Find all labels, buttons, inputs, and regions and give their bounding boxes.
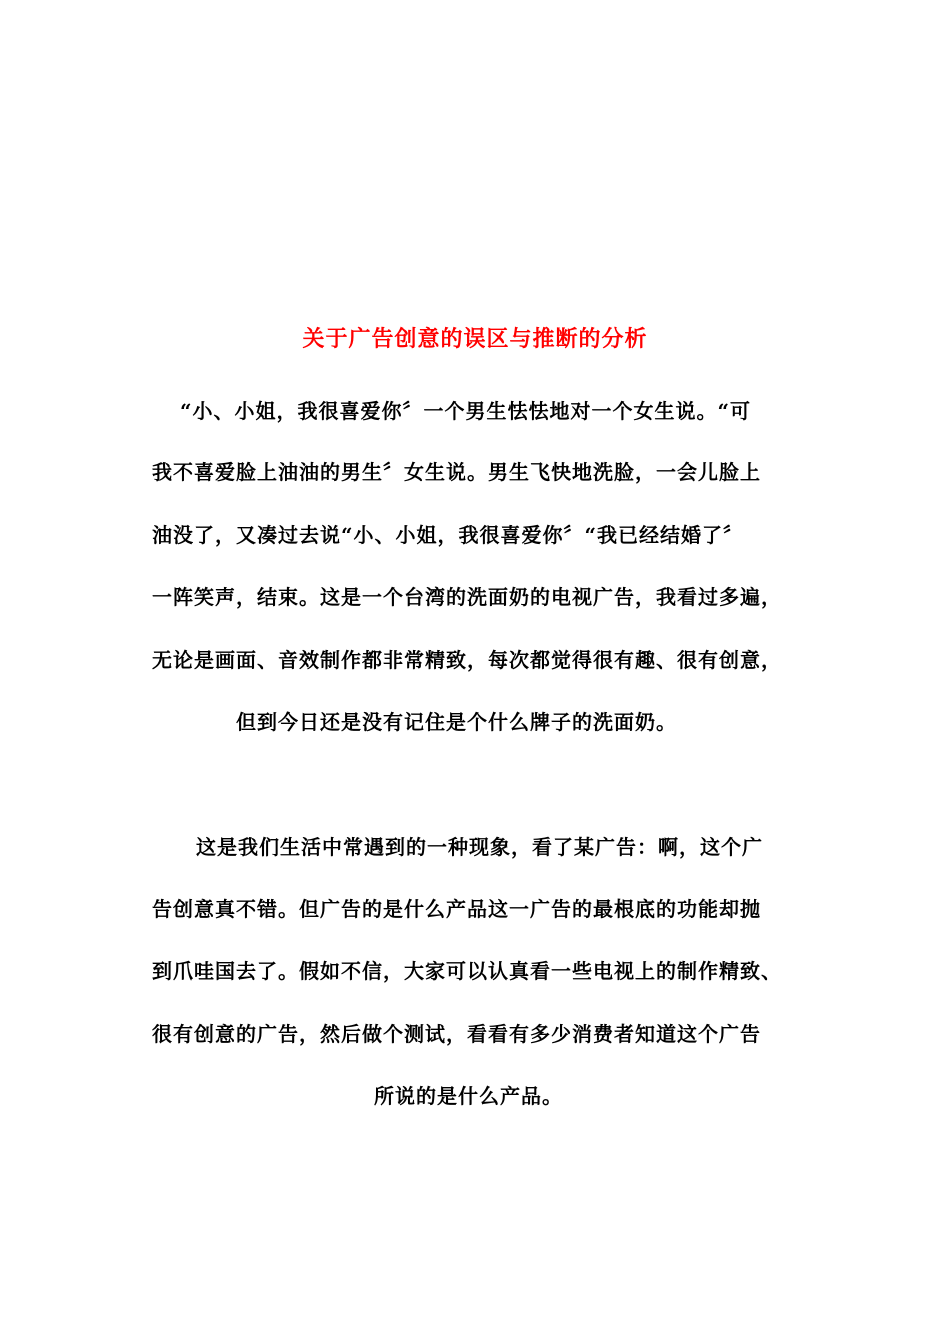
paragraph-line: 到爪哇国去了。假如不信，大家可以认真看一些电视上的制作精致、: [152, 959, 782, 983]
paragraph-line: 所说的是什么产品。: [374, 1084, 563, 1108]
paragraph-line: 但到今日还是没有记住是个什么牌子的洗面奶。: [236, 710, 677, 734]
paragraph-line: 无论是画面、音效制作都非常精致，每次都觉得很有趣、很有创意，: [152, 648, 782, 672]
paragraph-line: 一阵笑声，结束。这是一个台湾的洗面奶的电视广告，我看过多遍，: [152, 585, 782, 609]
document-title: 关于广告创意的误区与推断的分析: [302, 326, 648, 352]
paragraph-line: “小、小姐，我很喜爱你〞一个男生怯怯地对一个女生说。“可: [180, 399, 752, 423]
paragraph-line: 告创意真不错。但广告的是什么产品这一广告的最根底的功能却抛: [152, 897, 761, 921]
paragraph-line: 油没了，又凑过去说“小、小姐，我很喜爱你〞“我已经结婚了〞: [152, 523, 745, 547]
paragraph-line: 很有创意的广告，然后做个测试，看看有多少消费者知道这个广告: [152, 1022, 761, 1046]
paragraph-line: 这是我们生活中常遇到的一种现象，看了某广告：啊，这个广: [196, 835, 763, 859]
paragraph-line: 我不喜爱脸上油油的男生〞女生说。男生飞快地洗脸，一会儿脸上: [152, 460, 761, 484]
